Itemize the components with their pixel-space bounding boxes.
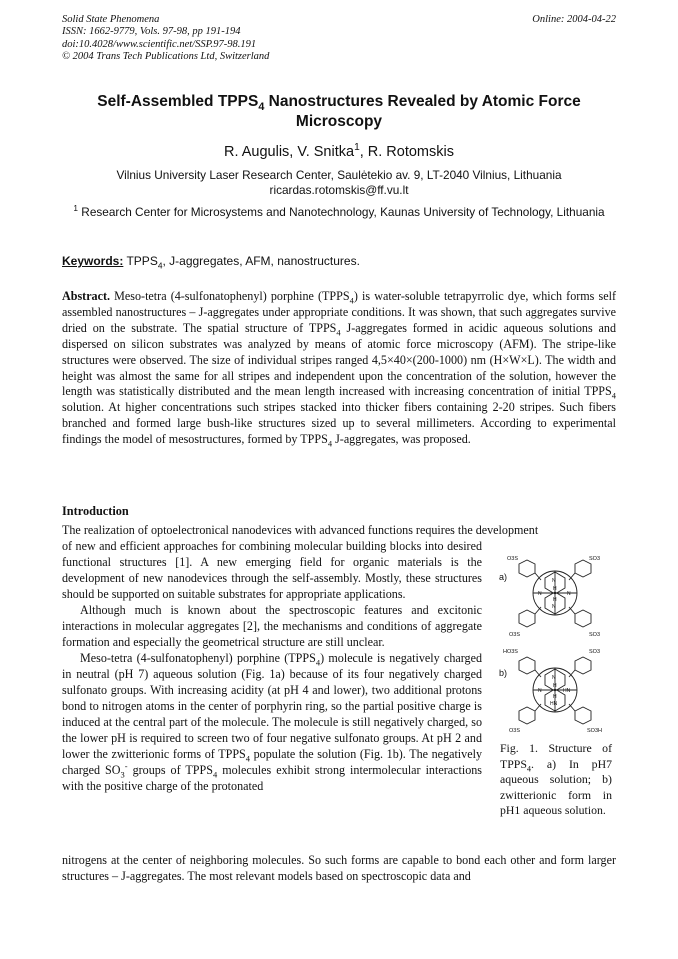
- sulfonato-label: SO3: [589, 632, 601, 638]
- phenyl-ring: [575, 707, 591, 724]
- journal-name: Solid State Phenomena: [62, 14, 160, 25]
- intro-paragraph-3: Meso-tetra (4-sulfonatophenyl) porphine $(TPPS_4)$ molecule is negatively charged in neutral (pH 7) aqueous solution (Fig. 1a) because of its four negatively charged sulfonato groups. With increasing acidity (at pH 4 and lower), two additional protons bond to nitrogen atoms in the center of porphyrin ring, so the partial positive charge is induced at the central part of the molecule. The molecule is still negatively charged, so the lower pH is required to screen two of four negative sulfonato groups. At pH 2 and lower the zwitterionic forms of $TPPS_4$ populate the solution (Fig. 1b). The negatively charged $SO_3^-$ groups of $TPPS_4$ molecules exhibit strong intermolecular interactions with the positive charge of the protonated: [62, 651, 483, 793]
- keywords: Keywords: $TPPS_4$, J-aggregates, AFM, nanostructures.: [62, 254, 360, 271]
- intro-paragraph-2: Although much is known about the spectroscopic features and excitonic interactions in molecular aggregates [2], the mechanisms and conditions of aggregate formation and especially the geometrical structure are still unclear.: [62, 603, 482, 649]
- hydrogen-label: H: [553, 586, 557, 592]
- phenyl-ring: [519, 707, 535, 724]
- hn-label: HN: [563, 688, 571, 694]
- intro-first-line: The realization of optoelectronical nanodevices with advanced functions requires the development: [62, 523, 539, 537]
- intro-continuation: nitrogens at the center of neighboring molecules. So such forms are capable to bond each other and form larger structures – J-aggregates. The most relevant models based on spectroscopic data and: [62, 853, 616, 883]
- hydrogen-label: H: [553, 694, 557, 700]
- bond: [535, 704, 541, 711]
- doi-link[interactable]: doi:10.4028/www.scientific.net/SSP.97-98.191: [62, 38, 257, 50]
- sulfonato-label: HO3S: [503, 649, 518, 655]
- copyright: © 2004 Trans Tech Publications Ltd, Switzerland: [62, 50, 270, 62]
- phenyl-ring: [575, 560, 591, 577]
- nitrogen-label: N: [538, 688, 542, 694]
- porphyrin-structure-figure: [493, 548, 618, 738]
- phenyl-ring: [519, 610, 535, 627]
- bond: [535, 607, 541, 614]
- keywords-label: Keywords:: [62, 254, 124, 268]
- issn: ISSN: 1662-9779, Vols. 97-98, pp 191-194: [62, 26, 241, 38]
- figure-caption: Fig. 1. Structure of $TPPS_4$. a) In pH7 aqueous solution; b) zwitterionic form in pH1 aqueous solution.: [500, 741, 612, 818]
- nitrogen-label: N: [552, 675, 556, 681]
- nitrogen-label: N: [567, 591, 571, 597]
- hn-label: HN: [550, 701, 558, 707]
- authors: R. Augulis, V. Snitka$^1$, R. Rotomskis: [224, 142, 454, 160]
- hydrogen-label: H: [553, 597, 557, 603]
- figure-label-b: b): [499, 668, 508, 678]
- phenyl-ring: [519, 657, 535, 674]
- bond: [569, 704, 575, 711]
- structure-b: [519, 657, 591, 724]
- phenyl-ring: [575, 657, 591, 674]
- phenyl-ring: [575, 610, 591, 627]
- sulfonato-label: SO3: [589, 649, 601, 655]
- nitrogen-label: N: [552, 604, 556, 610]
- sulfonato-label: SO3: [589, 556, 601, 562]
- abstract-label: Abstract.: [62, 289, 111, 303]
- phenyl-ring: [519, 560, 535, 577]
- paper-title: Self-Assembled $TPPS_4$ Nanostructures Revealed by Atomic Force Microscopy: [97, 93, 581, 130]
- nitrogen-label: N: [552, 578, 556, 584]
- online-date: Online: 2004-04-22: [532, 14, 616, 25]
- intro-paragraph-1: of new and efficient approaches for combining molecular building blocks into desired functional structures [1]. A new emerging field for organic materials is the development of new nanodevices through the self-assembly. Mostly, these structures should be supported on suitable substrates for appropriate applications.: [62, 539, 482, 601]
- figure-label-a: a): [499, 572, 508, 582]
- hydrogen-label: H: [553, 683, 557, 689]
- intro-body: [62, 538, 482, 794]
- sulfonato-label: O3S: [509, 728, 521, 734]
- bond: [569, 607, 575, 614]
- sulfonato-label: O3S: [507, 556, 519, 562]
- abstract: Abstract. Meso-tetra (4-sulfonatophenyl) porphine $(TPPS_4)$ is water-soluble tetrapyrrolic dye, which forms self assembled nanostructures – J-aggregates under appropriate conditions. It was shown, that such aggregates survive dried on the substrate. The spatial structure of $TPPS_4$ J-aggregates formed in acidic aqueous solutions and dispersed on silicon substrates was analyzed by means of atomic force microscopy (AFM). The stripe-like structures were observed. The size of individual stripes ranged 4,5×40×(200-1000) nm (H×W×L). The width and height was almost the same for all stripes and independent upon the concentration of the solution, however the length was statistically distributed and the mean length increased with increasing concentration of initial $TPPS_4$ solution. At higher concentrations such stripes stacked into thicker fibers containing 2-20 stripes. Such fibers branched and formed large bush-like structures sized up to several millimeters. According to experimental findings the model of mesostructures, formed by $TPPS_4$ J-aggregates, was proposed.: [62, 289, 616, 449]
- affiliation-main: Vilnius University Laser Research Center, Saulėtekio av. 9, LT-2040 Vilnius, Lithuania ricardas.rotomskis@ff.vu.lt: [62, 168, 616, 198]
- affiliation-secondary: $^1$ Research Center for Microsystems and Nanotechnology, Kaunas University of Technology, Lithuania: [73, 204, 605, 219]
- nitrogen-label: N: [538, 591, 542, 597]
- sulfonato-label: O3S: [509, 632, 521, 638]
- section-heading-introduction: Introduction: [62, 504, 129, 518]
- sulfonato-label: SO3H: [587, 728, 602, 734]
- email-link[interactable]: ricardas.rotomskis@ff.vu.lt: [269, 183, 409, 197]
- structure-a: [519, 560, 591, 627]
- journal-header: [62, 14, 269, 63]
